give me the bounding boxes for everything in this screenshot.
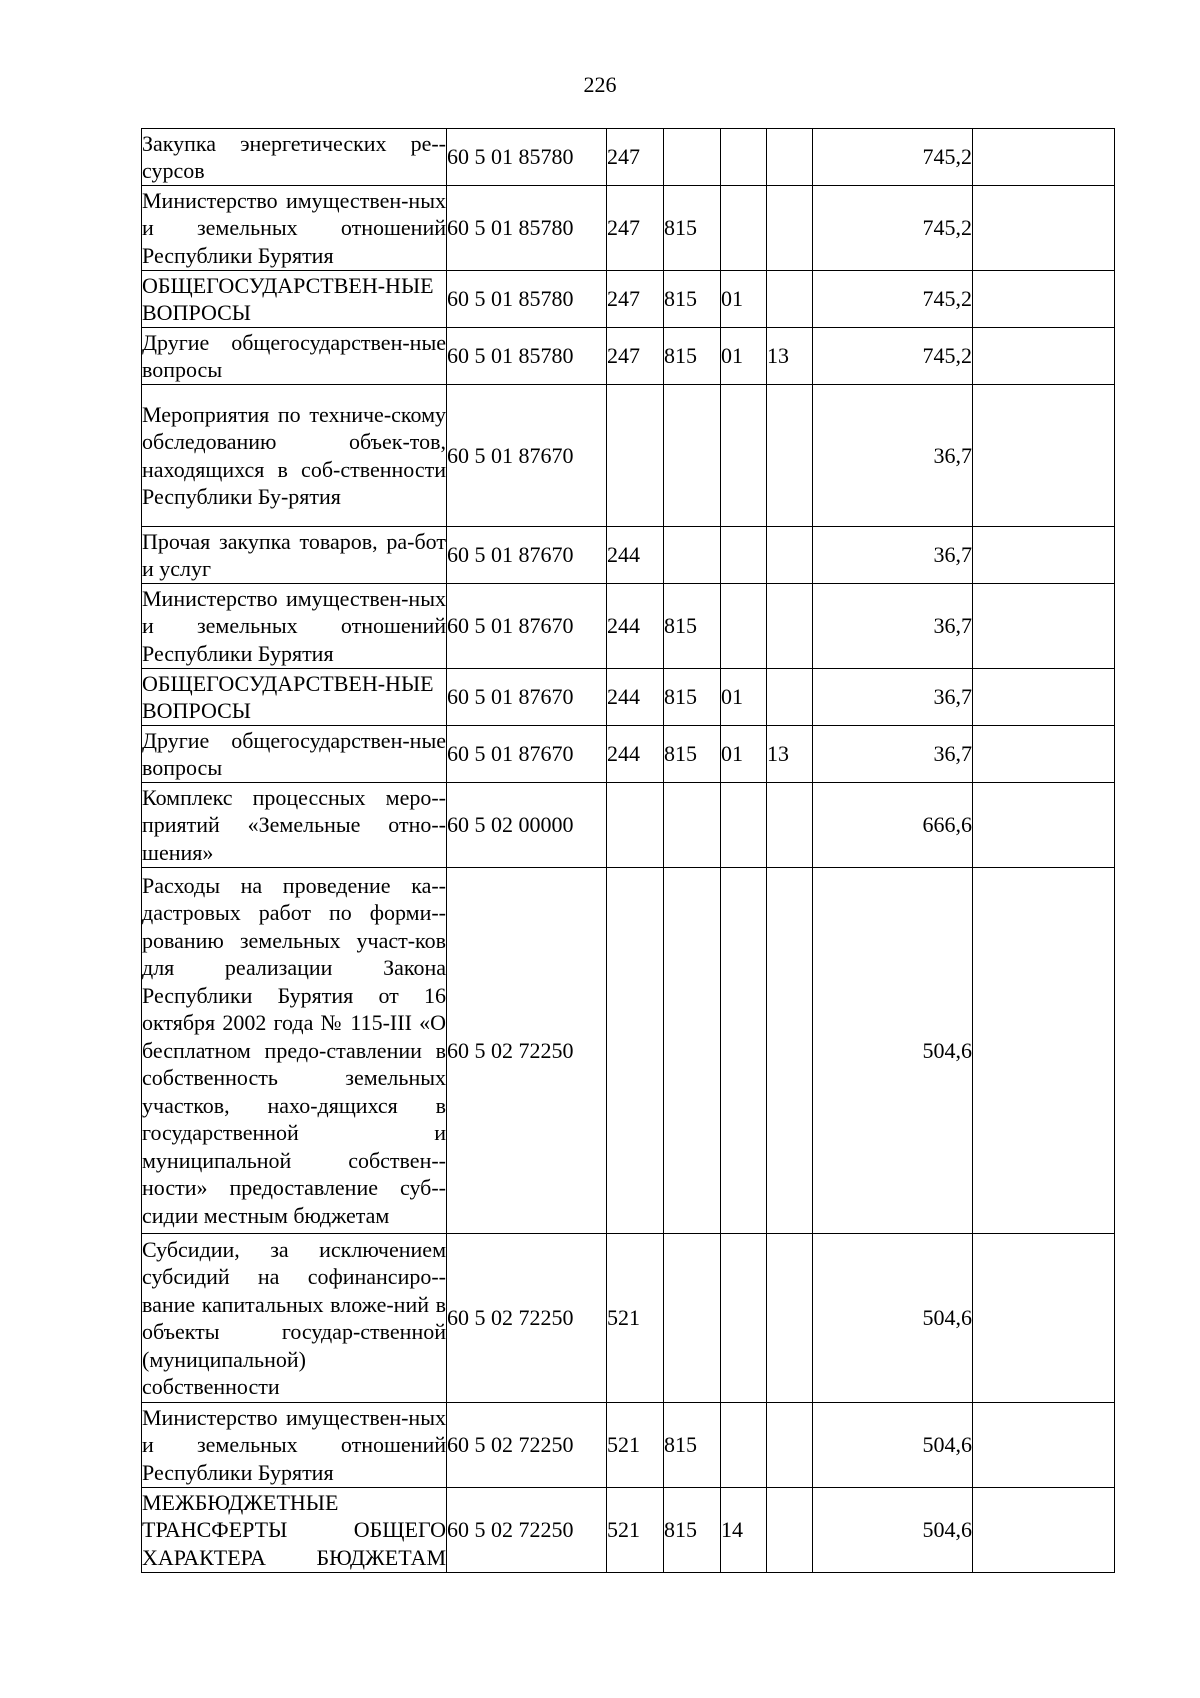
admin-code-cell: 815 xyxy=(664,1488,721,1573)
admin-code-cell: 815 xyxy=(664,271,721,328)
extra-cell xyxy=(973,1488,1115,1573)
section-code-cell xyxy=(721,868,767,1234)
budget-table xyxy=(141,128,1115,1573)
target-code-cell: 60 5 01 85780 xyxy=(447,186,607,271)
target-code-cell: 60 5 01 87670 xyxy=(447,669,607,726)
table-row xyxy=(142,186,1115,271)
table-row xyxy=(142,584,1115,669)
section-code-cell xyxy=(721,527,767,584)
target-code-cell: 60 5 02 00000 xyxy=(447,783,607,868)
amount-cell: 745,2 xyxy=(813,129,973,186)
amount-cell: 504,6 xyxy=(813,1488,973,1573)
admin-code-cell xyxy=(664,783,721,868)
amount-cell: 745,2 xyxy=(813,271,973,328)
table-row xyxy=(142,669,1115,726)
table-row xyxy=(142,1403,1115,1488)
row-name-cell: Министерство имуществен-ных и земельных отношений Республики Бурятия xyxy=(142,1403,447,1488)
page-number: 226 xyxy=(583,72,617,97)
admin-code-cell xyxy=(664,1234,721,1403)
row-name-cell: Расходы на проведение ка-дастровых работ по форми-рованию земельных участ-ков для реализации Закона Республики Бурятия от 16 октября 2002 года № 115-III «О бесплатном предо-ставлении в собственность земельных участков, нахо-дящихся в государственной и муниципальной собствен-ности» предоставление суб-сидии местным бюджетам xyxy=(142,868,447,1234)
admin-code-cell: 815 xyxy=(664,186,721,271)
extra-cell xyxy=(973,726,1115,783)
row-name-cell: Другие общегосударствен-ные вопросы xyxy=(142,726,447,783)
target-code-cell: 60 5 01 85780 xyxy=(447,328,607,385)
expense-type-cell: 521 xyxy=(607,1488,664,1573)
subsection-code-cell xyxy=(767,1488,813,1573)
row-name-cell: Субсидии, за исключением субсидий на софинансиро-вание капитальных вложе-ний в объекты государ-ственной (муниципальной) собственности xyxy=(142,1234,447,1403)
section-code-cell: 01 xyxy=(721,271,767,328)
expense-type-cell: 244 xyxy=(607,584,664,669)
row-name-cell: Закупка энергетических ре-сурсов xyxy=(142,129,447,186)
extra-cell xyxy=(973,1403,1115,1488)
row-name-cell: Министерство имуществен-ных и земельных отношений Республики Бурятия xyxy=(142,186,447,271)
target-code-cell: 60 5 01 87670 xyxy=(447,584,607,669)
amount-cell: 745,2 xyxy=(813,186,973,271)
admin-code-cell: 815 xyxy=(664,584,721,669)
expense-type-cell xyxy=(607,783,664,868)
amount-cell: 36,7 xyxy=(813,669,973,726)
admin-code-cell xyxy=(664,527,721,584)
row-name-cell: Мероприятия по техниче-скому обследованию объек-тов, находящихся в соб-ственности Республики Бу-рятия xyxy=(142,385,447,527)
section-code-cell: 01 xyxy=(721,726,767,783)
subsection-code-cell xyxy=(767,186,813,271)
table-row xyxy=(142,328,1115,385)
expense-type-cell: 521 xyxy=(607,1403,664,1488)
row-name-cell: Комплекс процессных меро-приятий «Земельные отно-шения» xyxy=(142,783,447,868)
table-row xyxy=(142,726,1115,783)
table-row xyxy=(142,385,1115,527)
section-code-cell xyxy=(721,1403,767,1488)
target-code-cell: 60 5 01 87670 xyxy=(447,726,607,783)
extra-cell xyxy=(973,271,1115,328)
section-code-cell xyxy=(721,1234,767,1403)
target-code-cell: 60 5 02 72250 xyxy=(447,1234,607,1403)
extra-cell xyxy=(973,328,1115,385)
amount-cell: 745,2 xyxy=(813,328,973,385)
admin-code-cell: 815 xyxy=(664,1403,721,1488)
expense-type-cell: 247 xyxy=(607,271,664,328)
extra-cell xyxy=(973,385,1115,527)
table-row xyxy=(142,1488,1115,1573)
expense-type-cell: 247 xyxy=(607,186,664,271)
expense-type-cell xyxy=(607,868,664,1234)
section-code-cell xyxy=(721,584,767,669)
extra-cell xyxy=(973,584,1115,669)
amount-cell: 36,7 xyxy=(813,584,973,669)
table-row xyxy=(142,129,1115,186)
extra-cell xyxy=(973,527,1115,584)
target-code-cell: 60 5 02 72250 xyxy=(447,1403,607,1488)
table-row xyxy=(142,271,1115,328)
section-code-cell xyxy=(721,783,767,868)
expense-type-cell: 244 xyxy=(607,726,664,783)
subsection-code-cell: 13 xyxy=(767,726,813,783)
expense-type-cell: 247 xyxy=(607,129,664,186)
amount-cell: 36,7 xyxy=(813,527,973,584)
section-code-cell: 14 xyxy=(721,1488,767,1573)
subsection-code-cell xyxy=(767,527,813,584)
table-row xyxy=(142,868,1115,1234)
admin-code-cell: 815 xyxy=(664,669,721,726)
row-name-cell: Прочая закупка товаров, ра-бот и услуг xyxy=(142,527,447,584)
target-code-cell: 60 5 01 85780 xyxy=(447,271,607,328)
subsection-code-cell xyxy=(767,129,813,186)
section-code-cell: 01 xyxy=(721,328,767,385)
admin-code-cell xyxy=(664,129,721,186)
extra-cell xyxy=(973,1234,1115,1403)
amount-cell: 504,6 xyxy=(813,868,973,1234)
section-code-cell xyxy=(721,385,767,527)
expense-type-cell: 247 xyxy=(607,328,664,385)
section-code-cell: 01 xyxy=(721,669,767,726)
table-row xyxy=(142,783,1115,868)
subsection-code-cell xyxy=(767,271,813,328)
admin-code-cell xyxy=(664,385,721,527)
subsection-code-cell xyxy=(767,783,813,868)
extra-cell xyxy=(973,783,1115,868)
amount-cell: 666,6 xyxy=(813,783,973,868)
target-code-cell: 60 5 01 85780 xyxy=(447,129,607,186)
amount-cell: 504,6 xyxy=(813,1234,973,1403)
table-row xyxy=(142,1234,1115,1403)
extra-cell xyxy=(973,129,1115,186)
row-name-cell: Другие общегосударствен-ные вопросы xyxy=(142,328,447,385)
admin-code-cell xyxy=(664,868,721,1234)
subsection-code-cell: 13 xyxy=(767,328,813,385)
row-name-cell: ОБЩЕГОСУДАРСТВЕН-НЫЕ ВОПРОСЫ xyxy=(142,669,447,726)
amount-cell: 36,7 xyxy=(813,726,973,783)
subsection-code-cell xyxy=(767,868,813,1234)
expense-type-cell xyxy=(607,385,664,527)
admin-code-cell: 815 xyxy=(664,726,721,783)
expense-type-cell: 244 xyxy=(607,527,664,584)
section-code-cell xyxy=(721,129,767,186)
table-row xyxy=(142,527,1115,584)
admin-code-cell: 815 xyxy=(664,328,721,385)
row-name-cell: Министерство имуществен-ных и земельных отношений Республики Бурятия xyxy=(142,584,447,669)
target-code-cell: 60 5 01 87670 xyxy=(447,527,607,584)
extra-cell xyxy=(973,868,1115,1234)
subsection-code-cell xyxy=(767,669,813,726)
target-code-cell: 60 5 02 72250 xyxy=(447,1488,607,1573)
row-name-cell: ОБЩЕГОСУДАРСТВЕН-НЫЕ ВОПРОСЫ xyxy=(142,271,447,328)
amount-cell: 36,7 xyxy=(813,385,973,527)
target-code-cell: 60 5 02 72250 xyxy=(447,868,607,1234)
subsection-code-cell xyxy=(767,584,813,669)
row-name-cell: МЕЖБЮДЖЕТНЫЕ ТРАНСФЕРТЫ ОБЩЕГО ХАРАКТЕРА БЮДЖЕТАМ xyxy=(142,1488,447,1573)
subsection-code-cell xyxy=(767,1234,813,1403)
amount-cell: 504,6 xyxy=(813,1403,973,1488)
expense-type-cell: 244 xyxy=(607,669,664,726)
extra-cell xyxy=(973,186,1115,271)
subsection-code-cell xyxy=(767,385,813,527)
subsection-code-cell xyxy=(767,1403,813,1488)
section-code-cell xyxy=(721,186,767,271)
extra-cell xyxy=(973,669,1115,726)
expense-type-cell: 521 xyxy=(607,1234,664,1403)
target-code-cell: 60 5 01 87670 xyxy=(447,385,607,527)
